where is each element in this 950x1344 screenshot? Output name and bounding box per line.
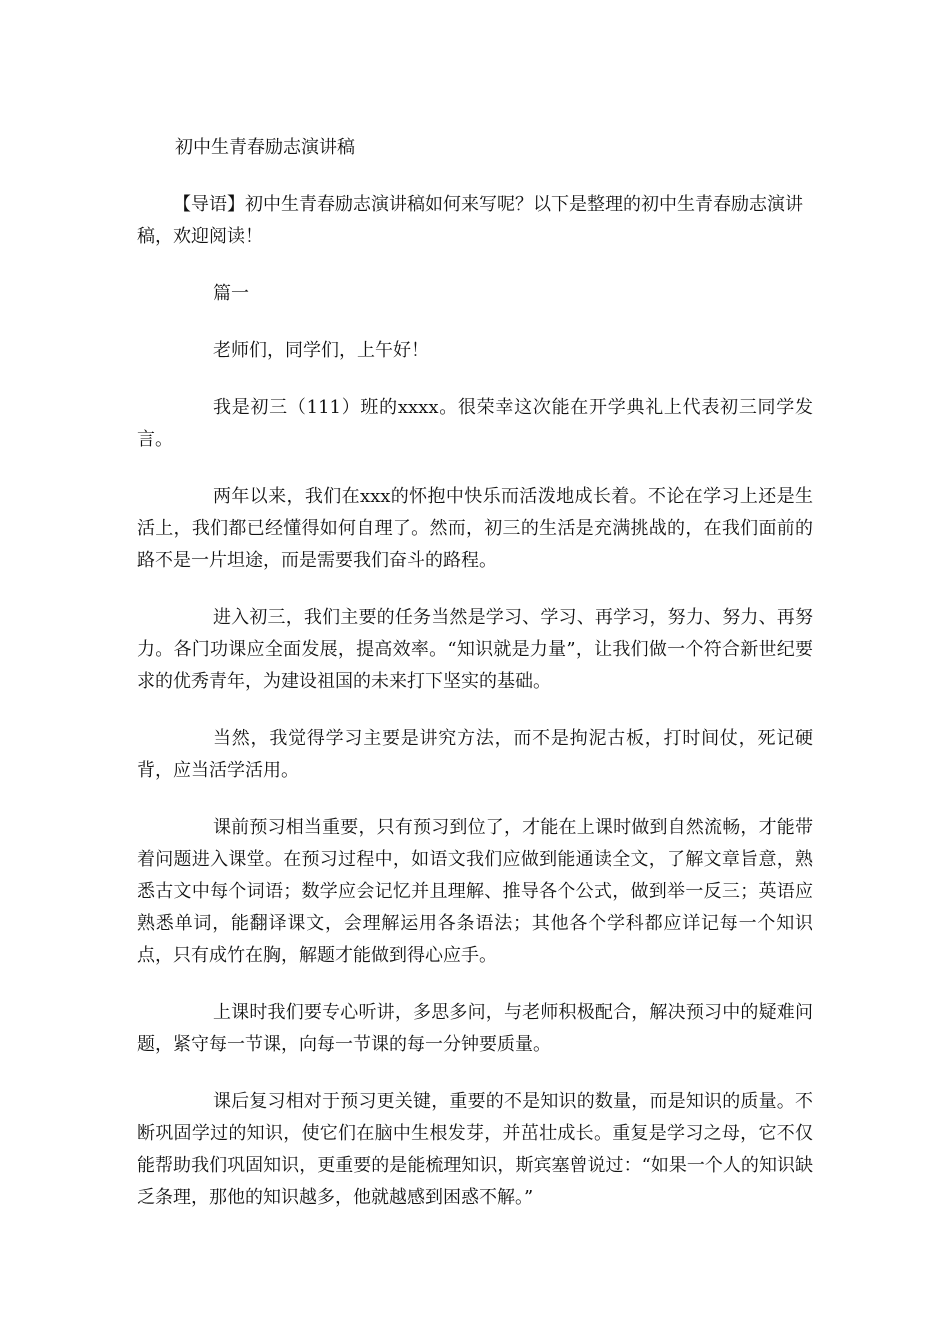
document-title: 初中生青春励志演讲稿 — [175, 137, 355, 158]
section-heading: 篇一 — [213, 283, 249, 304]
body-paragraph: 上课时我们要专心听讲，多思多问，与老师积极配合，解决预习中的疑难问题，紧守每一节课，向每一节课的每一分钟要质量。 — [137, 1002, 813, 1055]
intro-paragraph: 【导语】初中生青春励志演讲稿如何来写呢？以下是整理的初中生青春励志演讲稿，欢迎阅读！ — [137, 194, 803, 247]
body-paragraph: 课后复习相对于预习更关键，重要的不是知识的数量，而是知识的质量。不断巩固学过的知识，使它们在脑中生根发芽，并茁壮成长。重复是学习之母，它不仅能帮助我们巩固知识，更重要的是能梳理知识，斯宾塞曾说过：“如果一个人的知识缺乏条理，那他的知识越多，他就越感到困惑不解。” — [137, 1091, 813, 1208]
body-paragraph: 进入初三，我们主要的任务当然是学习、学习、再学习，努力、努力、再努力。各门功课应全面发展，提高效率。“知识就是力量”，让我们做一个符合新世纪要求的优秀青年，为建设祖国的未来打下坚实的基础。 — [137, 607, 813, 692]
body-paragraph: 我是初三（111）班的xxxx。很荣幸这次能在开学典礼上代表初三同学发言。 — [137, 397, 813, 450]
body-paragraph: 当然，我觉得学习主要是讲究方法，而不是拘泥古板，打时间仗，死记硬背，应当活学活用。 — [137, 728, 813, 781]
body-paragraph: 两年以来，我们在xxx的怀抱中快乐而活泼地成长着。不论在学习上还是生活上，我们都已经懂得如何自理了。然而，初三的生活是充满挑战的，在我们面前的路不是一片坦途，而是需要我们奋斗的路程。 — [137, 486, 813, 571]
document-body — [137, 132, 813, 1214]
body-paragraph: 课前预习相当重要，只有预习到位了，才能在上课时做到自然流畅，才能带着问题进入课堂。在预习过程中，如语文我们应做到能通读全文，了解文章旨意，熟悉古文中每个词语；数学应会记忆并且理解、推导各个公式，做到举一反三；英语应熟悉单词，能翻译课文，会理解运用各条语法；其他各个学科都应详记每一个知识点，只有成竹在胸，解题才能做到得心应手。 — [137, 817, 813, 966]
body-paragraph: 老师们，同学们，上午好！ — [213, 340, 429, 361]
